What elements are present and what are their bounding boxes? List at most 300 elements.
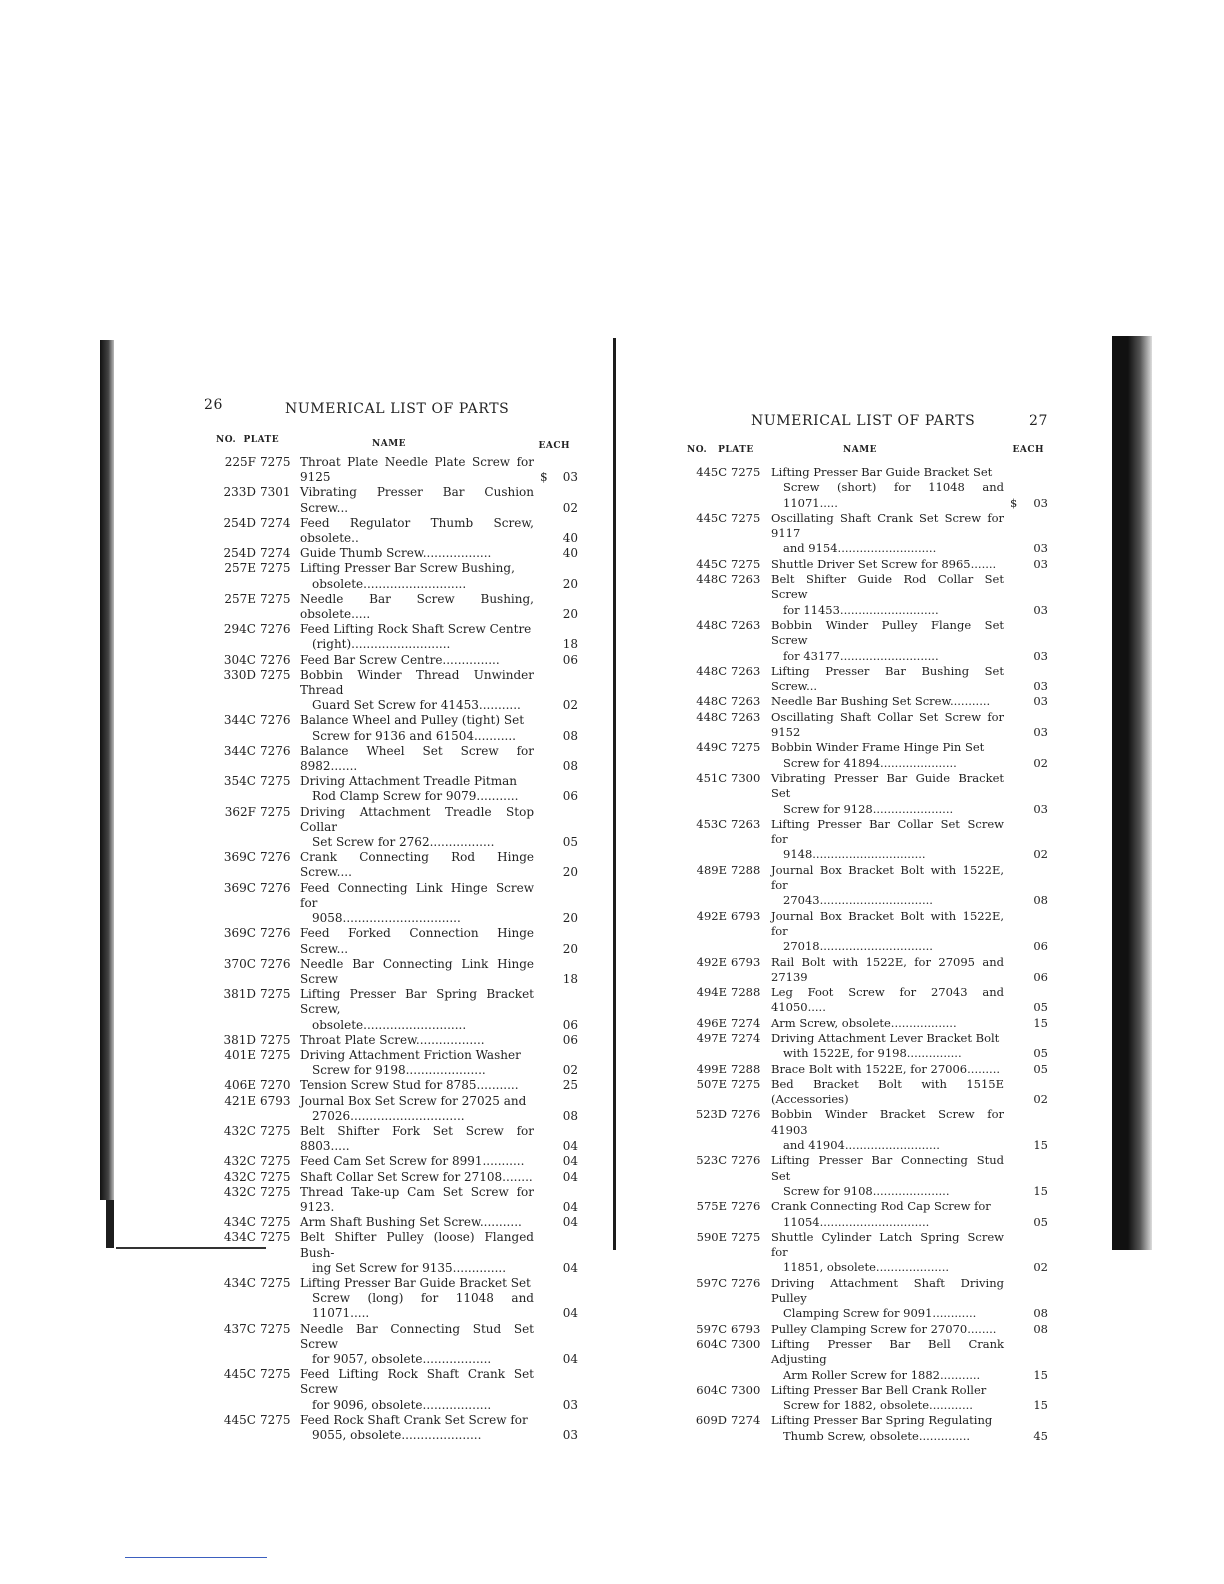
part-name-continuation: and 9154........................... — [783, 541, 937, 556]
part-name — [761, 1322, 1010, 1337]
part-name — [290, 485, 540, 515]
part-entry — [683, 1230, 1048, 1276]
plate-number: 7276 — [731, 1153, 761, 1168]
part-name-line: Bobbin Winder Pulley Flange Set Screw — [771, 617, 1004, 648]
part-name-line: Bobbin Winder Frame Hinge Pin Set — [771, 740, 985, 755]
part-entry — [200, 1185, 578, 1215]
price-each: 06 — [562, 652, 578, 667]
part-name — [290, 1033, 540, 1048]
part-entry — [683, 1016, 1048, 1031]
part-entry — [200, 668, 578, 714]
part-number: 492E — [696, 908, 727, 923]
part-name-continuation: Thumb Screw, obsolete.............. — [783, 1428, 971, 1443]
part-name — [761, 740, 1010, 771]
part-number: 497E — [696, 1030, 727, 1045]
plate-number: 7276 — [260, 926, 291, 941]
part-entry — [200, 987, 578, 1033]
plate-number: 7263 — [731, 617, 761, 632]
part-entry — [200, 1215, 578, 1230]
plate-number: 7275 — [260, 987, 291, 1002]
plate-number: 7270 — [260, 1078, 291, 1093]
plate-number: 7275 — [260, 1412, 291, 1427]
part-name — [761, 1107, 1010, 1153]
plate-number: 7275 — [260, 591, 291, 606]
part-number: 233D — [223, 485, 256, 500]
part-number: 434C — [223, 1275, 256, 1290]
part-entry — [200, 1367, 578, 1413]
part-number: 381D — [223, 1032, 256, 1047]
plate-number: 7263 — [731, 572, 761, 587]
part-name-line: Throat Plate Screw.................. — [300, 1032, 485, 1047]
price-each: 08 — [1033, 1306, 1048, 1321]
part-entry — [683, 817, 1048, 863]
price-each: 06 — [562, 1017, 578, 1032]
part-name-line: Journal Box Bracket Bolt with 1522E, for — [771, 908, 1004, 938]
part-name-continuation: for 11453........................... — [783, 602, 939, 617]
part-number: 432C — [223, 1154, 256, 1169]
price-each: 04 — [562, 1306, 578, 1321]
page-header — [200, 385, 578, 423]
part-name-continuation: 9148............................... — [783, 847, 926, 862]
part-name-line: Feed Bar Screw Centre............... — [300, 652, 500, 667]
part-name-continuation: for 43177........................... — [783, 648, 939, 663]
part-name-continuation: 11054.............................. — [783, 1214, 930, 1229]
part-name-continuation: obsolete........................... — [312, 576, 467, 591]
part-name-continuation: Screw for 1882, obsolete............ — [783, 1398, 973, 1413]
price-each: 08 — [1033, 893, 1048, 908]
part-name — [761, 1077, 1010, 1108]
part-name — [290, 926, 540, 956]
part-name-continuation: and 41904.......................... — [783, 1138, 940, 1153]
part-number: 225F — [224, 455, 256, 469]
part-entry — [683, 694, 1048, 709]
part-name — [761, 557, 1010, 572]
price-each: 03 — [1033, 694, 1048, 709]
part-name — [761, 1337, 1010, 1383]
part-entry — [200, 1154, 578, 1169]
page-title: NUMERICAL LIST OF PARTS — [285, 401, 510, 417]
part-name-line: Driving Attachment Friction Washer — [300, 1047, 521, 1062]
part-name-line: Needle Bar Connecting Stud Set Screw — [300, 1321, 534, 1351]
part-entry — [683, 771, 1048, 817]
part-name — [290, 1367, 540, 1413]
price-each: 04 — [562, 1215, 578, 1230]
price-each: 02 — [1033, 847, 1048, 862]
left-binding-curve — [106, 1200, 114, 1248]
plate-number: 7276 — [731, 1107, 761, 1122]
part-entry — [200, 622, 578, 652]
part-name-line: Driving Attachment Shaft Driving Pulley — [771, 1275, 1004, 1306]
part-number: 453C — [696, 816, 727, 831]
part-name-line: Thread Take-up Cam Set Screw for 9123. — [300, 1184, 534, 1214]
part-number: 609D — [695, 1413, 727, 1428]
page-number: 27 — [1028, 413, 1048, 429]
part-number: 445C — [223, 1367, 256, 1382]
price-each: 15 — [1033, 1183, 1048, 1198]
part-name — [290, 1170, 540, 1185]
part-entry — [683, 1322, 1048, 1337]
plate-number: 7275 — [731, 1229, 761, 1244]
price-each: 03 — [1033, 679, 1048, 694]
center-gutter-line — [613, 338, 616, 1250]
part-name-continuation: Screw (short) for 11048 and 11071..... — [783, 480, 1004, 510]
part-number: 257E — [224, 561, 256, 576]
part-name-continuation: 27018............................... — [783, 939, 933, 954]
part-name-line: Lifting Presser Bar Spring Regulating — [771, 1413, 993, 1428]
part-name — [290, 987, 540, 1033]
part-entry — [200, 1322, 578, 1368]
left-page — [200, 385, 578, 1443]
price-each: 02 — [562, 698, 578, 713]
part-name — [761, 1016, 1010, 1031]
part-entry — [683, 740, 1048, 771]
part-name-line: Brace Bolt with 1522E, for 27006......... — [771, 1061, 1001, 1076]
part-entry — [683, 955, 1048, 986]
price-each: 03 — [1033, 556, 1048, 571]
price-each: 04 — [562, 1199, 578, 1214]
plate-number: 6793 — [731, 908, 761, 923]
part-entry — [683, 465, 1048, 511]
price-each: 06 — [562, 1032, 578, 1047]
price-each: 08 — [562, 759, 578, 774]
price-each: 15 — [1033, 1015, 1048, 1030]
part-entry — [200, 1230, 578, 1276]
col-no-plate: NO. PLATE — [216, 435, 280, 445]
part-name-continuation: Screw for 41894..................... — [783, 755, 957, 770]
part-name-line: Bed Bracket Bolt with 1515E (Accessories) — [771, 1076, 1004, 1107]
part-entry — [200, 713, 578, 743]
price-each: 40 — [562, 531, 578, 546]
currency-sign: $ — [1010, 495, 1018, 510]
part-name-line: Lifting Presser Bar Spring Bracket Screw, — [300, 987, 534, 1017]
part-entry — [200, 926, 578, 956]
part-name — [290, 1215, 540, 1230]
part-name — [290, 455, 540, 485]
page-number: 26 — [204, 397, 224, 413]
part-name-line: Needle Bar Bushing Set Screw........... — [771, 694, 991, 709]
part-name-line: Lifting Presser Bar Bell Crank Adjusting — [771, 1336, 1004, 1367]
part-name-line: Feed Lifting Rock Shaft Screw Centre — [300, 622, 532, 637]
part-name — [290, 1124, 540, 1154]
part-name-continuation: Screw (long) for 11048 and 11071..... — [312, 1291, 534, 1321]
part-name-line: Bobbin Winder Thread Unwinder Thread — [300, 667, 534, 698]
part-entry — [683, 1337, 1048, 1383]
part-name-continuation: Arm Roller Screw for 1882........... — [783, 1367, 981, 1382]
price-each: 04 — [562, 1154, 578, 1169]
plate-number: 7263 — [731, 663, 761, 678]
part-name — [761, 955, 1010, 986]
part-name — [290, 1078, 540, 1093]
price-each: 03 — [1033, 801, 1048, 816]
part-number: 432C — [223, 1169, 256, 1184]
part-name-line: Needle Bar Screw Bushing, obsolete..... — [300, 591, 534, 622]
part-entry — [683, 1031, 1048, 1062]
part-number: 499E — [696, 1061, 727, 1076]
part-name — [290, 713, 540, 743]
plate-number: 7275 — [731, 556, 761, 571]
part-name-line: Feed Connecting Link Hinge Screw for — [300, 880, 534, 910]
part-entry — [683, 557, 1048, 572]
part-name — [290, 592, 540, 622]
part-name-line: Feed Rock Shaft Crank Set Screw for — [300, 1412, 528, 1427]
part-name-line: Journal Box Set Screw for 27025 and — [300, 1093, 527, 1108]
part-number: 448C — [696, 617, 727, 632]
part-name-line: Lifting Presser Bar Bushing Set Screw... — [771, 663, 1004, 694]
part-number: 344C — [223, 743, 256, 758]
part-name — [290, 546, 540, 561]
price-each: 03 — [562, 1428, 578, 1442]
part-name-continuation: 27026.............................. — [312, 1108, 465, 1123]
part-entry — [200, 1124, 578, 1154]
part-name-line: Feed Regulator Thumb Screw, obsolete.. — [300, 515, 534, 546]
part-entry — [683, 1077, 1048, 1108]
part-number: 370C — [223, 956, 256, 971]
part-entry — [200, 561, 578, 591]
price-each: 04 — [562, 1169, 578, 1184]
part-entry — [200, 744, 578, 774]
part-name-line: Guide Thumb Screw.................. — [300, 546, 492, 561]
part-entry — [200, 850, 578, 880]
part-entry — [683, 863, 1048, 909]
price-each: 05 — [1033, 1214, 1048, 1229]
part-number: 448C — [696, 572, 727, 587]
part-number: 496E — [696, 1015, 727, 1030]
part-name-line: Leg Foot Screw for 27043 and 41050..... — [771, 985, 1004, 1015]
price-each: 05 — [1033, 1000, 1048, 1015]
part-name-line: Rail Bolt with 1522E, for 27095 and 27139 — [771, 954, 1004, 984]
part-entry — [683, 1413, 1048, 1444]
part-name — [761, 465, 1010, 511]
part-name-line: Driving Attachment Lever Bracket Bolt — [771, 1030, 1000, 1045]
part-entry — [200, 1413, 578, 1443]
plate-number: 7288 — [731, 862, 761, 877]
part-name-line: Shuttle Driver Set Screw for 8965....... — [771, 556, 997, 571]
part-name — [761, 909, 1010, 955]
part-name — [290, 744, 540, 774]
plate-number: 7263 — [731, 694, 761, 709]
plate-number: 7275 — [260, 667, 291, 682]
plate-number: 7276 — [731, 1199, 761, 1214]
part-entry — [200, 653, 578, 668]
part-name-continuation: (right).......................... — [312, 637, 451, 652]
col-each: EACH — [538, 441, 570, 451]
part-name — [290, 805, 540, 851]
col-each: EACH — [1012, 445, 1044, 455]
plate-number: 7276 — [260, 743, 291, 758]
plate-number: 7276 — [260, 622, 291, 637]
part-entry — [683, 1276, 1048, 1322]
plate-number: 7276 — [260, 713, 291, 728]
part-name-line: Lifting Presser Bar Collar Set Screw for — [771, 816, 1004, 847]
part-name-line: Lifting Presser Bar Guide Bracket Set — [771, 465, 993, 479]
plate-number: 7275 — [260, 1275, 291, 1290]
price-each: 05 — [562, 835, 578, 850]
part-number: 590E — [696, 1229, 727, 1244]
part-entry — [200, 546, 578, 561]
price-each: 45 — [1033, 1428, 1048, 1443]
part-name — [290, 850, 540, 880]
part-name — [761, 1031, 1010, 1062]
part-entry — [200, 1078, 578, 1093]
part-name-line: Driving Attachment Treadle Stop Collar — [300, 804, 534, 834]
plate-number: 7276 — [731, 1275, 761, 1290]
part-name — [761, 1230, 1010, 1276]
plate-number: 7274 — [731, 1015, 761, 1030]
part-number: 604C — [696, 1336, 727, 1351]
part-name — [290, 653, 540, 668]
part-number: 445C — [223, 1412, 256, 1427]
part-entry — [683, 1153, 1048, 1199]
plate-number: 7275 — [731, 740, 761, 755]
part-name-continuation: Rod Clamp Screw for 9079........... — [312, 789, 519, 804]
part-name-line: Throat Plate Needle Plate Screw for 9125 — [300, 455, 534, 485]
part-number: 304C — [223, 652, 256, 667]
right-binding-edge — [1112, 336, 1152, 1250]
plate-number: 7274 — [260, 546, 291, 561]
plate-number: 7263 — [731, 816, 761, 831]
plate-number: 7274 — [731, 1413, 761, 1428]
part-name — [761, 694, 1010, 709]
part-name-line: Belt Shifter Fork Set Screw for 8803..... — [300, 1123, 534, 1154]
part-name-line: Balance Wheel and Pulley (tight) Set — [300, 713, 525, 728]
part-number: 448C — [696, 694, 727, 709]
part-name-line: Balance Wheel Set Screw for 8982....... — [300, 743, 534, 774]
part-number: 254D — [223, 546, 256, 561]
price-each: 15 — [1033, 1398, 1048, 1413]
part-entry — [200, 881, 578, 927]
plate-number: 6793 — [731, 1321, 761, 1336]
part-name-continuation: 27043............................... — [783, 893, 933, 908]
price-each: 03 — [1033, 495, 1048, 510]
part-entry — [683, 511, 1048, 557]
plate-number: 7275 — [731, 465, 761, 479]
price-each: 06 — [1033, 969, 1048, 984]
left-binding-edge — [100, 340, 114, 1200]
price-each: 03 — [562, 1397, 578, 1412]
part-entry — [683, 1062, 1048, 1077]
part-number: 445C — [696, 556, 727, 571]
price-each: 20 — [562, 607, 578, 622]
plate-number: 7275 — [731, 510, 761, 525]
price-each: 15 — [1033, 1138, 1048, 1153]
part-name-continuation: Screw for 9198..................... — [312, 1063, 486, 1078]
part-number: 507E — [696, 1076, 727, 1091]
currency-sign: $ — [540, 470, 548, 485]
part-name — [761, 1413, 1010, 1444]
column-headers — [683, 445, 1048, 465]
part-number: 401E — [224, 1047, 256, 1062]
part-name-continuation: with 1522E, for 9198............... — [783, 1046, 962, 1061]
part-name-line: Shuttle Cylinder Latch Spring Screw for — [771, 1229, 1004, 1260]
part-entry — [200, 1033, 578, 1048]
plate-number: 7275 — [260, 1032, 291, 1047]
part-name — [290, 1185, 540, 1215]
part-name — [290, 668, 540, 714]
plate-number: 7300 — [731, 1336, 761, 1351]
part-name — [290, 1048, 540, 1078]
price-each: 02 — [1033, 1092, 1048, 1107]
plate-number: 7275 — [260, 561, 291, 576]
part-entry — [200, 485, 578, 515]
part-number: 381D — [223, 987, 256, 1002]
part-entry — [200, 957, 578, 987]
part-name — [290, 774, 540, 804]
part-number: 445C — [696, 465, 727, 479]
part-number: 451C — [696, 770, 727, 785]
part-name-continuation: 11851, obsolete.................... — [783, 1260, 950, 1275]
part-number: 597C — [696, 1321, 727, 1336]
plate-number: 7275 — [260, 1184, 291, 1199]
part-entry — [200, 774, 578, 804]
price-each: 25 — [562, 1078, 578, 1093]
part-name-line: Crank Connecting Rod Cap Screw for — [771, 1199, 991, 1214]
part-name-line: Shaft Collar Set Screw for 27108........ — [300, 1169, 533, 1184]
part-entry — [200, 592, 578, 622]
part-name-line: Bobbin Winder Bracket Screw for 41903 — [771, 1107, 1004, 1137]
part-name-continuation: Set Screw for 2762................. — [312, 835, 495, 850]
part-name-continuation: obsolete........................... — [312, 1017, 467, 1032]
price-each: 15 — [1033, 1367, 1048, 1382]
part-number: 432C — [223, 1123, 256, 1138]
part-name-line: Feed Cam Set Screw for 8991........... — [300, 1154, 525, 1169]
part-number: 448C — [696, 663, 727, 678]
page-header — [683, 385, 1048, 429]
part-number: 421E — [224, 1093, 256, 1108]
plate-number: 7275 — [260, 1215, 291, 1230]
part-name-line: Arm Shaft Bushing Set Screw........... — [300, 1215, 522, 1230]
part-name — [290, 516, 540, 546]
price-each: 03 — [1033, 648, 1048, 663]
part-entry — [200, 1048, 578, 1078]
part-name-line: Oscillating Shaft Crank Set Screw for 9117 — [771, 510, 1004, 541]
part-name-line: Oscillating Shaft Collar Set Screw for 9152 — [771, 709, 1004, 740]
part-name-line: Vibrating Presser Bar Guide Bracket Set — [771, 770, 1004, 801]
price-each: 20 — [562, 865, 578, 880]
plate-number: 7275 — [260, 455, 291, 469]
part-number: 344C — [223, 713, 256, 728]
parts-list — [200, 455, 578, 1443]
part-number: 604C — [696, 1382, 727, 1397]
part-name — [761, 511, 1010, 557]
plate-number: 7275 — [260, 774, 291, 789]
part-name-continuation: 9055, obsolete..................... — [312, 1428, 482, 1442]
plate-number: 7275 — [731, 1076, 761, 1091]
part-name-line: Arm Screw, obsolete.................. — [771, 1015, 957, 1030]
page-title: NUMERICAL LIST OF PARTS — [751, 413, 976, 429]
plate-number: 7275 — [260, 1047, 291, 1062]
part-number: 437C — [223, 1321, 256, 1336]
part-entry — [683, 572, 1048, 618]
part-entry — [200, 516, 578, 546]
plate-number: 6793 — [260, 1093, 291, 1108]
col-name: NAME — [372, 439, 407, 449]
part-name-line: Needle Bar Connecting Link Hinge Screw — [300, 956, 534, 986]
plate-number: 7275 — [260, 1230, 291, 1245]
plate-number: 7275 — [260, 1169, 291, 1184]
plate-number: 7263 — [731, 709, 761, 724]
part-entry — [683, 1383, 1048, 1414]
price-each: 04 — [562, 1260, 578, 1275]
part-name-line: Journal Box Bracket Bolt with 1522E, for — [771, 862, 1004, 893]
price-each: 03 — [1033, 725, 1048, 740]
part-number: 257E — [224, 591, 256, 606]
part-entry — [200, 1094, 578, 1124]
part-name — [290, 622, 540, 652]
price-each: 20 — [562, 911, 578, 926]
price-each: 02 — [562, 1063, 578, 1078]
price-each: 06 — [562, 789, 578, 804]
plate-number: 7276 — [260, 652, 291, 667]
